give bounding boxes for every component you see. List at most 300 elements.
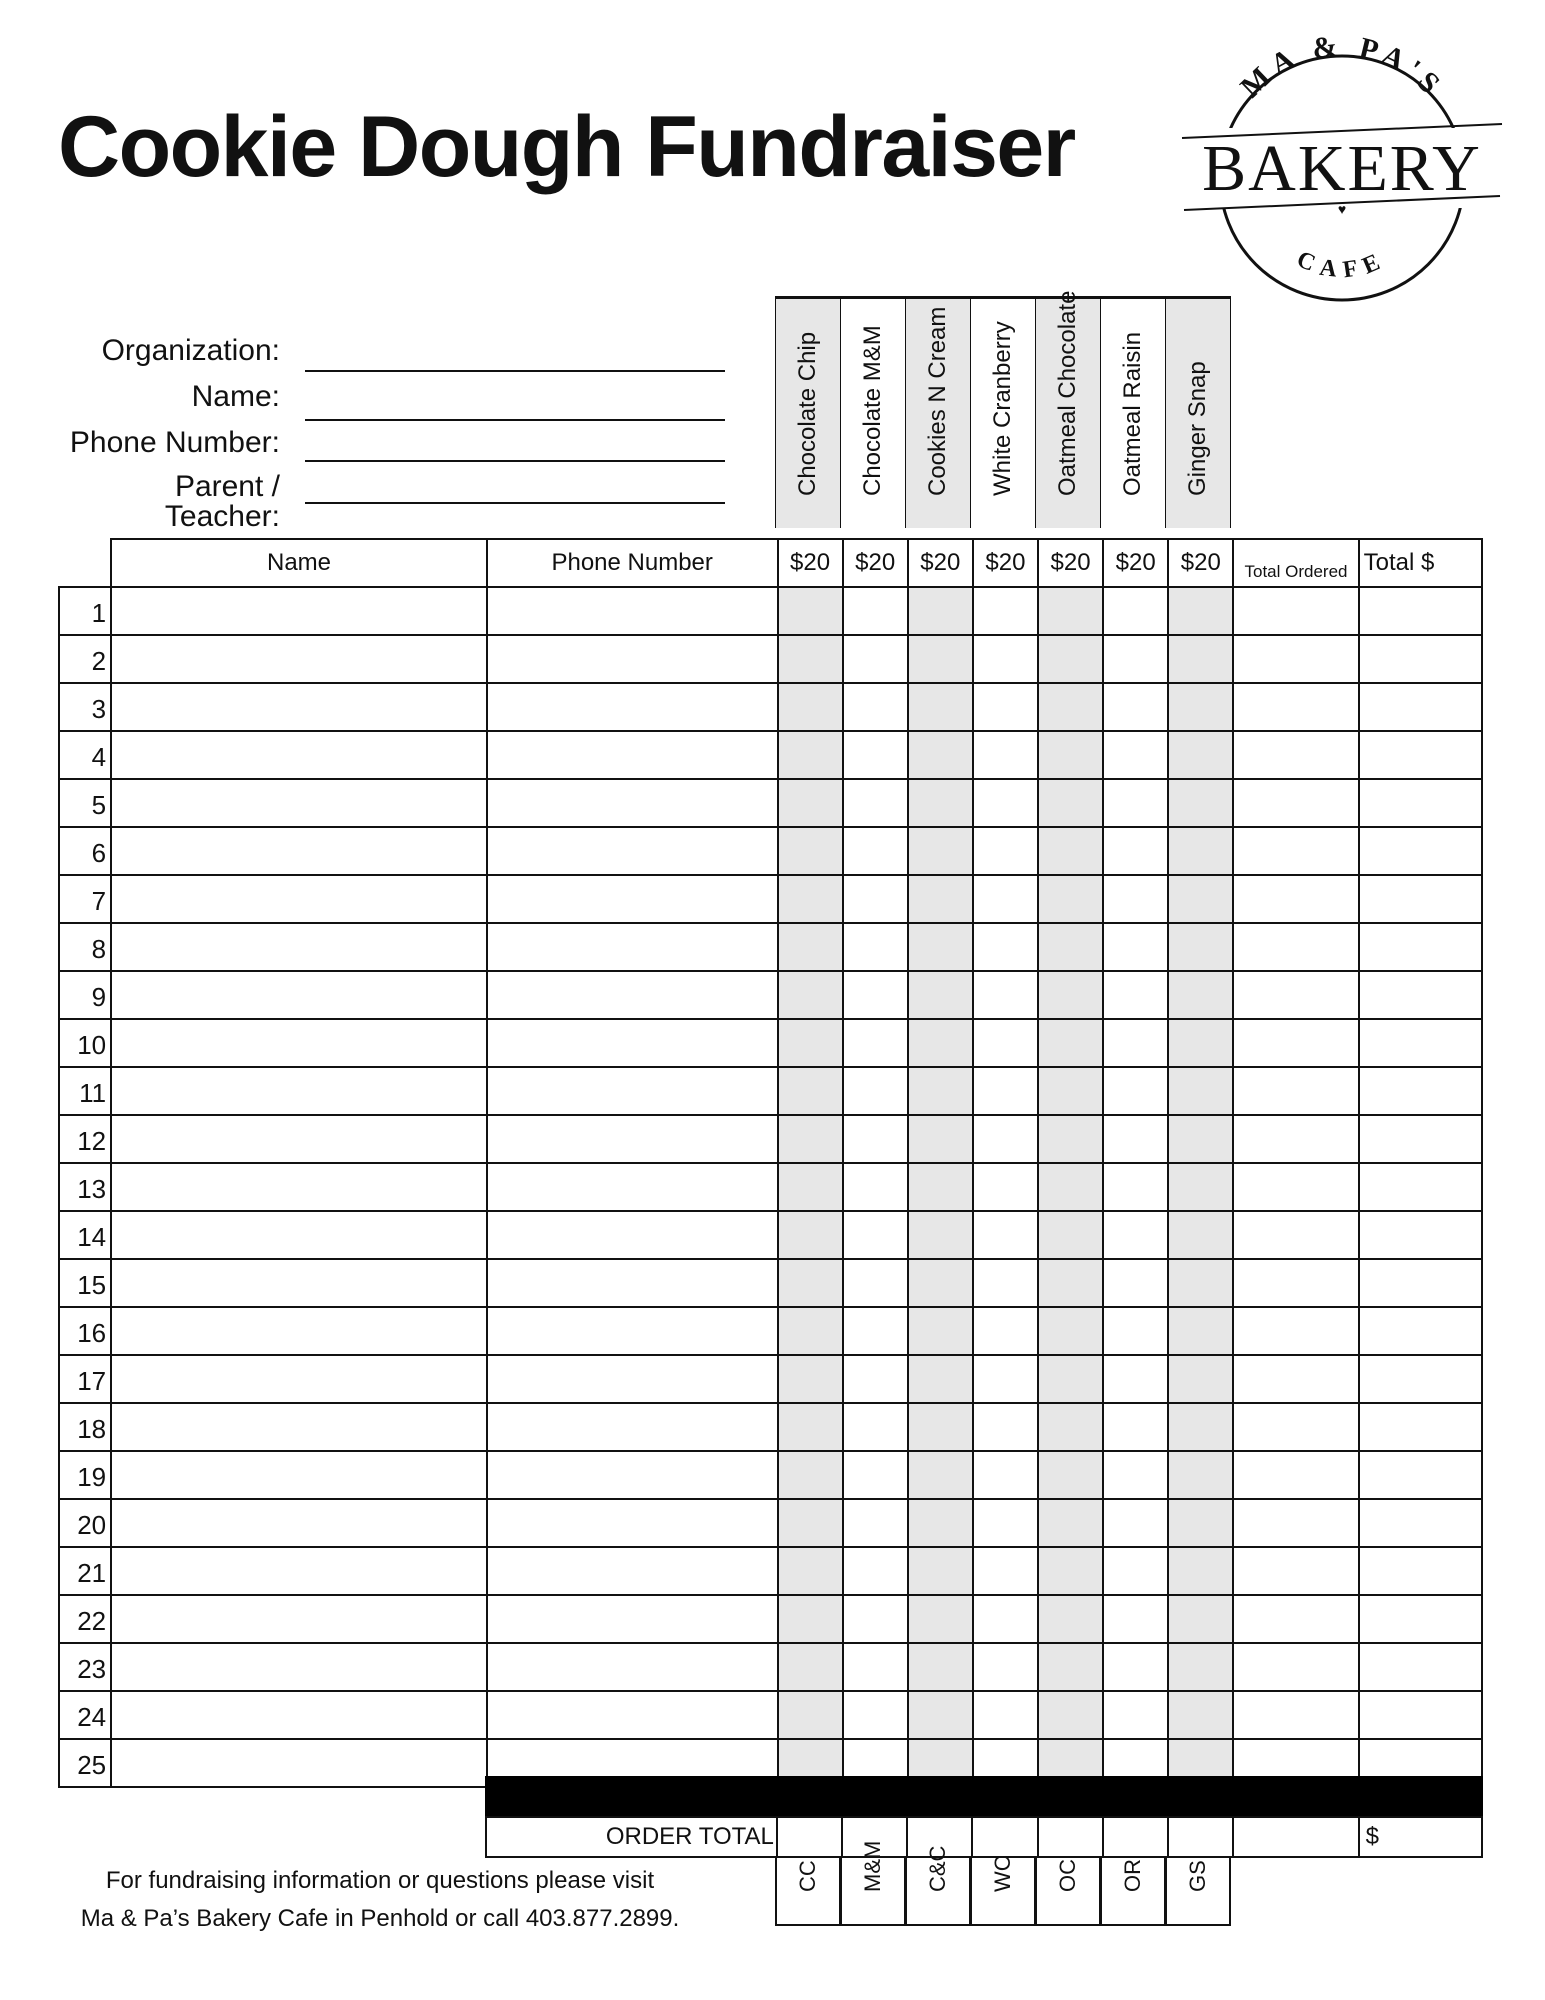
qty-wc-cell[interactable] bbox=[973, 1451, 1038, 1499]
qty-mm-cell[interactable] bbox=[843, 731, 908, 779]
qty-gs-cell[interactable] bbox=[1168, 1259, 1233, 1307]
qty-wc-cell[interactable] bbox=[973, 1115, 1038, 1163]
qty-cc-cell[interactable] bbox=[778, 587, 843, 635]
qty-gs-cell[interactable] bbox=[1168, 683, 1233, 731]
qty-oc-cell[interactable] bbox=[1038, 1547, 1103, 1595]
qty-wc-cell[interactable] bbox=[973, 1499, 1038, 1547]
qty-gs-cell[interactable] bbox=[1168, 1691, 1233, 1739]
black-divider-bar bbox=[485, 1776, 1483, 1816]
qty-or-cell[interactable] bbox=[1103, 1259, 1168, 1307]
total-dollars-cell[interactable] bbox=[1359, 1355, 1482, 1403]
order-total-wc[interactable] bbox=[972, 1817, 1037, 1857]
total-dollars-cell[interactable] bbox=[1359, 731, 1482, 779]
qty-mm-cell[interactable] bbox=[843, 1115, 908, 1163]
qty-gs-cell[interactable] bbox=[1168, 1019, 1233, 1067]
phone-cell[interactable] bbox=[487, 1451, 778, 1499]
row-number: 5 bbox=[59, 779, 111, 827]
row-number: 18 bbox=[59, 1403, 111, 1451]
qty-or-cell[interactable] bbox=[1103, 1067, 1168, 1115]
qty-cc-cell[interactable] bbox=[778, 1643, 843, 1691]
qty-oc-cell[interactable] bbox=[1038, 1643, 1103, 1691]
total-ordered-cell[interactable] bbox=[1233, 1019, 1358, 1067]
qty-cnc-cell[interactable] bbox=[908, 1307, 973, 1355]
qty-cnc-cell[interactable] bbox=[908, 1595, 973, 1643]
qty-oc-cell[interactable] bbox=[1038, 1067, 1103, 1115]
row-number: 8 bbox=[59, 923, 111, 971]
name-cell[interactable] bbox=[111, 1595, 487, 1643]
total-ordered-cell[interactable] bbox=[1233, 923, 1358, 971]
total-ordered-cell[interactable] bbox=[1233, 1355, 1358, 1403]
qty-cc-cell[interactable] bbox=[778, 1691, 843, 1739]
name-cell[interactable] bbox=[111, 1067, 487, 1115]
qty-wc-cell[interactable] bbox=[973, 1067, 1038, 1115]
qty-cc-cell[interactable] bbox=[778, 1595, 843, 1643]
total-ordered-cell[interactable] bbox=[1233, 827, 1358, 875]
qty-gs-cell[interactable] bbox=[1168, 1211, 1233, 1259]
total-dollars-cell[interactable] bbox=[1359, 587, 1482, 635]
qty-cnc-cell[interactable] bbox=[908, 1211, 973, 1259]
phone-cell[interactable] bbox=[487, 1163, 778, 1211]
qty-cnc-cell[interactable] bbox=[908, 1451, 973, 1499]
qty-cnc-cell[interactable] bbox=[908, 1067, 973, 1115]
qty-cnc-cell[interactable] bbox=[908, 1019, 973, 1067]
qty-oc-cell[interactable] bbox=[1038, 1403, 1103, 1451]
qty-wc-cell[interactable] bbox=[973, 923, 1038, 971]
footer-note bbox=[60, 1862, 700, 1938]
flavor-header-ginger-snap: Ginger Snap bbox=[1165, 296, 1231, 528]
name-cell[interactable] bbox=[111, 587, 487, 635]
qty-mm-cell[interactable] bbox=[843, 1211, 908, 1259]
qty-oc-cell[interactable] bbox=[1038, 1499, 1103, 1547]
qty-gs-cell[interactable] bbox=[1168, 1547, 1233, 1595]
qty-cc-cell[interactable] bbox=[778, 875, 843, 923]
qty-wc-cell[interactable] bbox=[973, 1355, 1038, 1403]
qty-oc-cell[interactable] bbox=[1038, 1307, 1103, 1355]
total-dollars-cell[interactable] bbox=[1359, 1163, 1482, 1211]
qty-cnc-cell[interactable] bbox=[908, 971, 973, 1019]
row-number: 11 bbox=[59, 1067, 111, 1115]
qty-oc-cell[interactable] bbox=[1038, 1019, 1103, 1067]
qty-cnc-cell[interactable] bbox=[908, 1163, 973, 1211]
qty-mm-cell[interactable] bbox=[843, 587, 908, 635]
total-ordered-cell[interactable] bbox=[1233, 731, 1358, 779]
qty-or-cell[interactable] bbox=[1103, 1403, 1168, 1451]
name-cell[interactable] bbox=[111, 683, 487, 731]
qty-mm-cell[interactable] bbox=[843, 779, 908, 827]
qty-gs-cell[interactable] bbox=[1168, 923, 1233, 971]
total-dollars-cell[interactable] bbox=[1359, 1067, 1482, 1115]
order-total-dollars[interactable]: $ bbox=[1359, 1817, 1482, 1857]
qty-cnc-cell[interactable] bbox=[908, 875, 973, 923]
phone-cell[interactable] bbox=[487, 1547, 778, 1595]
qty-oc-cell[interactable] bbox=[1038, 1163, 1103, 1211]
total-dollars-cell[interactable] bbox=[1359, 923, 1482, 971]
qty-or-cell[interactable] bbox=[1103, 1643, 1168, 1691]
name-cell[interactable] bbox=[111, 923, 487, 971]
phone-cell[interactable] bbox=[487, 827, 778, 875]
total-dollars-cell[interactable] bbox=[1359, 875, 1482, 923]
qty-oc-cell[interactable] bbox=[1038, 1211, 1103, 1259]
name-cell[interactable] bbox=[111, 1739, 487, 1787]
table-row bbox=[59, 1211, 1482, 1259]
row-number: 2 bbox=[59, 635, 111, 683]
phone-cell[interactable] bbox=[487, 731, 778, 779]
qty-cc-cell[interactable] bbox=[778, 1115, 843, 1163]
order-total-or[interactable] bbox=[1103, 1817, 1168, 1857]
qty-cnc-cell[interactable] bbox=[908, 1259, 973, 1307]
total-ordered-cell[interactable] bbox=[1233, 635, 1358, 683]
qty-wc-cell[interactable] bbox=[973, 1211, 1038, 1259]
qty-gs-cell[interactable] bbox=[1168, 1499, 1233, 1547]
phone-cell[interactable] bbox=[487, 1211, 778, 1259]
name-cell[interactable] bbox=[111, 1499, 487, 1547]
table-row bbox=[59, 1259, 1482, 1307]
total-ordered-cell[interactable] bbox=[1233, 1547, 1358, 1595]
qty-cnc-cell[interactable] bbox=[908, 1643, 973, 1691]
qty-cnc-cell[interactable] bbox=[908, 779, 973, 827]
qty-cc-cell[interactable] bbox=[778, 1019, 843, 1067]
qty-cnc-cell[interactable] bbox=[908, 1691, 973, 1739]
qty-cc-cell[interactable] bbox=[778, 1403, 843, 1451]
qty-oc-cell[interactable] bbox=[1038, 1115, 1103, 1163]
row-number: 15 bbox=[59, 1259, 111, 1307]
phone-cell[interactable] bbox=[487, 1595, 778, 1643]
qty-mm-cell[interactable] bbox=[843, 1019, 908, 1067]
qty-oc-cell[interactable] bbox=[1038, 1595, 1103, 1643]
name-cell[interactable] bbox=[111, 779, 487, 827]
qty-cc-cell[interactable] bbox=[778, 1499, 843, 1547]
phone-cell[interactable] bbox=[487, 971, 778, 1019]
total-ordered-cell[interactable] bbox=[1233, 1115, 1358, 1163]
order-total-row bbox=[486, 1817, 1482, 1857]
name-cell[interactable] bbox=[111, 635, 487, 683]
qty-mm-cell[interactable] bbox=[843, 635, 908, 683]
name-cell[interactable] bbox=[111, 1019, 487, 1067]
total-ordered-cell[interactable] bbox=[1233, 1499, 1358, 1547]
total-ordered-cell[interactable] bbox=[1233, 1067, 1358, 1115]
qty-cc-cell[interactable] bbox=[778, 1547, 843, 1595]
qty-mm-cell[interactable] bbox=[843, 827, 908, 875]
order-total-count[interactable] bbox=[1233, 1817, 1358, 1857]
name-field[interactable] bbox=[305, 419, 725, 421]
qty-gs-cell[interactable] bbox=[1168, 1643, 1233, 1691]
total-dollars-cell[interactable] bbox=[1359, 1547, 1482, 1595]
qty-mm-cell[interactable] bbox=[843, 1643, 908, 1691]
qty-cc-cell[interactable] bbox=[778, 683, 843, 731]
qty-oc-cell[interactable] bbox=[1038, 635, 1103, 683]
flavor-header-chocolate-mm: Chocolate M&M bbox=[840, 296, 906, 528]
qty-or-cell[interactable] bbox=[1103, 1163, 1168, 1211]
qty-oc-cell[interactable] bbox=[1038, 827, 1103, 875]
phone-cell[interactable] bbox=[487, 1259, 778, 1307]
total-ordered-cell[interactable] bbox=[1233, 1211, 1358, 1259]
qty-cnc-cell[interactable] bbox=[908, 587, 973, 635]
qty-oc-cell[interactable] bbox=[1038, 779, 1103, 827]
qty-oc-cell[interactable] bbox=[1038, 731, 1103, 779]
total-dollars-cell[interactable] bbox=[1359, 1019, 1482, 1067]
name-cell[interactable] bbox=[111, 1643, 487, 1691]
qty-mm-cell[interactable] bbox=[843, 1259, 908, 1307]
qty-wc-cell[interactable] bbox=[973, 971, 1038, 1019]
abbr-oc: OC bbox=[1035, 1856, 1101, 1926]
qty-mm-cell[interactable] bbox=[843, 1067, 908, 1115]
phone-cell[interactable] bbox=[487, 1643, 778, 1691]
qty-or-cell[interactable] bbox=[1103, 1691, 1168, 1739]
qty-wc-cell[interactable] bbox=[973, 1307, 1038, 1355]
order-total-oc[interactable] bbox=[1038, 1817, 1103, 1857]
qty-oc-cell[interactable] bbox=[1038, 1451, 1103, 1499]
total-ordered-cell[interactable] bbox=[1233, 1643, 1358, 1691]
name-cell[interactable] bbox=[111, 1355, 487, 1403]
qty-wc-cell[interactable] bbox=[973, 779, 1038, 827]
qty-cnc-cell[interactable] bbox=[908, 731, 973, 779]
name-cell[interactable] bbox=[111, 1691, 487, 1739]
qty-oc-cell[interactable] bbox=[1038, 875, 1103, 923]
qty-mm-cell[interactable] bbox=[843, 1163, 908, 1211]
qty-or-cell[interactable] bbox=[1103, 875, 1168, 923]
phone-cell[interactable] bbox=[487, 1307, 778, 1355]
qty-mm-cell[interactable] bbox=[843, 1547, 908, 1595]
total-dollars-cell[interactable] bbox=[1359, 1259, 1482, 1307]
total-dollars-cell[interactable] bbox=[1359, 1451, 1482, 1499]
total-ordered-cell[interactable] bbox=[1233, 683, 1358, 731]
qty-cc-cell[interactable] bbox=[778, 827, 843, 875]
qty-mm-cell[interactable] bbox=[843, 1403, 908, 1451]
total-ordered-cell[interactable] bbox=[1233, 1307, 1358, 1355]
qty-wc-cell[interactable] bbox=[973, 1019, 1038, 1067]
qty-gs-cell[interactable] bbox=[1168, 1163, 1233, 1211]
qty-wc-cell[interactable] bbox=[973, 1163, 1038, 1211]
qty-or-cell[interactable] bbox=[1103, 923, 1168, 971]
name-cell[interactable] bbox=[111, 1259, 487, 1307]
table-row bbox=[59, 1307, 1482, 1355]
qty-mm-cell[interactable] bbox=[843, 1595, 908, 1643]
phone-cell[interactable] bbox=[487, 1691, 778, 1739]
qty-wc-cell[interactable] bbox=[973, 635, 1038, 683]
qty-oc-cell[interactable] bbox=[1038, 1259, 1103, 1307]
phone-cell[interactable] bbox=[487, 1067, 778, 1115]
phone-cell[interactable] bbox=[487, 923, 778, 971]
organization-field[interactable] bbox=[305, 370, 725, 372]
qty-wc-cell[interactable] bbox=[973, 1691, 1038, 1739]
phone-cell[interactable] bbox=[487, 1355, 778, 1403]
qty-cc-cell[interactable] bbox=[778, 779, 843, 827]
qty-cc-cell[interactable] bbox=[778, 923, 843, 971]
qty-cnc-cell[interactable] bbox=[908, 635, 973, 683]
phone-cell[interactable] bbox=[487, 779, 778, 827]
qty-cnc-cell[interactable] bbox=[908, 1355, 973, 1403]
qty-cnc-cell[interactable] bbox=[908, 683, 973, 731]
name-cell[interactable] bbox=[111, 875, 487, 923]
qty-cc-cell[interactable] bbox=[778, 971, 843, 1019]
qty-wc-cell[interactable] bbox=[973, 587, 1038, 635]
row-number: 20 bbox=[59, 1499, 111, 1547]
total-dollars-cell[interactable] bbox=[1359, 1643, 1482, 1691]
qty-gs-cell[interactable] bbox=[1168, 779, 1233, 827]
phone-cell[interactable] bbox=[487, 683, 778, 731]
total-dollars-cell[interactable] bbox=[1359, 1403, 1482, 1451]
qty-cc-cell[interactable] bbox=[778, 1259, 843, 1307]
qty-wc-cell[interactable] bbox=[973, 1547, 1038, 1595]
qty-gs-cell[interactable] bbox=[1168, 827, 1233, 875]
total-dollars-cell[interactable] bbox=[1359, 827, 1482, 875]
qty-mm-cell[interactable] bbox=[843, 875, 908, 923]
qty-oc-cell[interactable] bbox=[1038, 971, 1103, 1019]
qty-cc-cell[interactable] bbox=[778, 1211, 843, 1259]
qty-gs-cell[interactable] bbox=[1168, 1403, 1233, 1451]
name-cell[interactable] bbox=[111, 1307, 487, 1355]
qty-wc-cell[interactable] bbox=[973, 1259, 1038, 1307]
total-dollars-cell[interactable] bbox=[1359, 635, 1482, 683]
total-ordered-cell[interactable] bbox=[1233, 971, 1358, 1019]
total-ordered-cell[interactable] bbox=[1233, 1595, 1358, 1643]
total-ordered-cell[interactable] bbox=[1233, 1691, 1358, 1739]
qty-or-cell[interactable] bbox=[1103, 971, 1168, 1019]
total-ordered-cell[interactable] bbox=[1233, 587, 1358, 635]
qty-cnc-cell[interactable] bbox=[908, 1403, 973, 1451]
name-cell[interactable] bbox=[111, 731, 487, 779]
qty-gs-cell[interactable] bbox=[1168, 1115, 1233, 1163]
qty-cc-cell[interactable] bbox=[778, 731, 843, 779]
phone-cell[interactable] bbox=[487, 875, 778, 923]
total-dollars-cell[interactable] bbox=[1359, 1499, 1482, 1547]
order-total-cc[interactable] bbox=[777, 1817, 842, 1857]
qty-or-cell[interactable] bbox=[1103, 1547, 1168, 1595]
qty-cc-cell[interactable] bbox=[778, 1451, 843, 1499]
total-ordered-cell[interactable] bbox=[1233, 875, 1358, 923]
qty-cnc-cell[interactable] bbox=[908, 1547, 973, 1595]
name-cell[interactable] bbox=[111, 971, 487, 1019]
qty-cc-cell[interactable] bbox=[778, 1355, 843, 1403]
order-total-gs[interactable] bbox=[1168, 1817, 1233, 1857]
qty-gs-cell[interactable] bbox=[1168, 1355, 1233, 1403]
qty-cc-cell[interactable] bbox=[778, 1067, 843, 1115]
qty-oc-cell[interactable] bbox=[1038, 683, 1103, 731]
qty-oc-cell[interactable] bbox=[1038, 1691, 1103, 1739]
qty-gs-cell[interactable] bbox=[1168, 1595, 1233, 1643]
table-row bbox=[59, 635, 1482, 683]
total-dollars-cell[interactable] bbox=[1359, 1307, 1482, 1355]
qty-wc-cell[interactable] bbox=[973, 1595, 1038, 1643]
phone-cell[interactable] bbox=[487, 1019, 778, 1067]
total-dollars-cell[interactable] bbox=[1359, 683, 1482, 731]
total-dollars-cell[interactable] bbox=[1359, 1115, 1482, 1163]
phone-field[interactable] bbox=[305, 460, 725, 462]
qty-mm-cell[interactable] bbox=[843, 923, 908, 971]
name-cell[interactable] bbox=[111, 1403, 487, 1451]
qty-gs-cell[interactable] bbox=[1168, 587, 1233, 635]
total-dollars-cell[interactable] bbox=[1359, 1595, 1482, 1643]
qty-or-cell[interactable] bbox=[1103, 1211, 1168, 1259]
qty-cc-cell[interactable] bbox=[778, 1163, 843, 1211]
qty-gs-cell[interactable] bbox=[1168, 875, 1233, 923]
qty-wc-cell[interactable] bbox=[973, 1643, 1038, 1691]
qty-mm-cell[interactable] bbox=[843, 1355, 908, 1403]
name-cell[interactable] bbox=[111, 1451, 487, 1499]
qty-gs-cell[interactable] bbox=[1168, 635, 1233, 683]
qty-oc-cell[interactable] bbox=[1038, 1355, 1103, 1403]
qty-or-cell[interactable] bbox=[1103, 1451, 1168, 1499]
qty-or-cell[interactable] bbox=[1103, 1499, 1168, 1547]
qty-wc-cell[interactable] bbox=[973, 683, 1038, 731]
qty-or-cell[interactable] bbox=[1103, 635, 1168, 683]
parent-teacher-field[interactable] bbox=[305, 502, 725, 504]
total-ordered-cell[interactable] bbox=[1233, 1451, 1358, 1499]
qty-gs-cell[interactable] bbox=[1168, 1451, 1233, 1499]
row-number: 10 bbox=[59, 1019, 111, 1067]
qty-or-cell[interactable] bbox=[1103, 587, 1168, 635]
row-number: 1 bbox=[59, 587, 111, 635]
qty-wc-cell[interactable] bbox=[973, 875, 1038, 923]
qty-or-cell[interactable] bbox=[1103, 779, 1168, 827]
name-cell[interactable] bbox=[111, 1211, 487, 1259]
qty-mm-cell[interactable] bbox=[843, 1691, 908, 1739]
qty-gs-cell[interactable] bbox=[1168, 731, 1233, 779]
qty-or-cell[interactable] bbox=[1103, 1595, 1168, 1643]
qty-or-cell[interactable] bbox=[1103, 827, 1168, 875]
qty-oc-cell[interactable] bbox=[1038, 587, 1103, 635]
qty-gs-cell[interactable] bbox=[1168, 971, 1233, 1019]
svg-text:CAFE: CAFE bbox=[1292, 246, 1392, 284]
name-cell[interactable] bbox=[111, 1163, 487, 1211]
total-ordered-cell[interactable] bbox=[1233, 1163, 1358, 1211]
qty-mm-cell[interactable] bbox=[843, 1499, 908, 1547]
qty-gs-cell[interactable] bbox=[1168, 1067, 1233, 1115]
qty-or-cell[interactable] bbox=[1103, 1019, 1168, 1067]
qty-cc-cell[interactable] bbox=[778, 1307, 843, 1355]
qty-or-cell[interactable] bbox=[1103, 1307, 1168, 1355]
table-row bbox=[59, 1643, 1482, 1691]
row-number: 17 bbox=[59, 1355, 111, 1403]
qty-oc-cell[interactable] bbox=[1038, 923, 1103, 971]
qty-cnc-cell[interactable] bbox=[908, 1115, 973, 1163]
phone-cell[interactable] bbox=[487, 1403, 778, 1451]
total-ordered-cell[interactable] bbox=[1233, 779, 1358, 827]
qty-or-cell[interactable] bbox=[1103, 683, 1168, 731]
total-ordered-cell[interactable] bbox=[1233, 1259, 1358, 1307]
total-ordered-cell[interactable] bbox=[1233, 1403, 1358, 1451]
total-dollars-cell[interactable] bbox=[1359, 779, 1482, 827]
qty-mm-cell[interactable] bbox=[843, 1307, 908, 1355]
qty-mm-cell[interactable] bbox=[843, 1451, 908, 1499]
qty-cnc-cell[interactable] bbox=[908, 1499, 973, 1547]
total-dollars-cell[interactable] bbox=[1359, 1691, 1482, 1739]
qty-wc-cell[interactable] bbox=[973, 1403, 1038, 1451]
qty-or-cell[interactable] bbox=[1103, 1115, 1168, 1163]
order-total-label: ORDER TOTAL bbox=[486, 1817, 777, 1857]
qty-or-cell[interactable] bbox=[1103, 731, 1168, 779]
phone-cell[interactable] bbox=[487, 587, 778, 635]
qty-cnc-cell[interactable] bbox=[908, 827, 973, 875]
qty-wc-cell[interactable] bbox=[973, 731, 1038, 779]
name-column-header: Name bbox=[111, 539, 487, 587]
qty-mm-cell[interactable] bbox=[843, 971, 908, 1019]
qty-gs-cell[interactable] bbox=[1168, 1307, 1233, 1355]
phone-cell[interactable] bbox=[487, 1115, 778, 1163]
qty-wc-cell[interactable] bbox=[973, 827, 1038, 875]
name-cell[interactable] bbox=[111, 827, 487, 875]
qty-mm-cell[interactable] bbox=[843, 683, 908, 731]
phone-cell[interactable] bbox=[487, 1499, 778, 1547]
qty-cnc-cell[interactable] bbox=[908, 923, 973, 971]
name-cell[interactable] bbox=[111, 1547, 487, 1595]
name-cell[interactable] bbox=[111, 1115, 487, 1163]
phone-cell[interactable] bbox=[487, 635, 778, 683]
total-dollars-cell[interactable] bbox=[1359, 1211, 1482, 1259]
qty-cc-cell[interactable] bbox=[778, 635, 843, 683]
qty-or-cell[interactable] bbox=[1103, 1355, 1168, 1403]
total-dollars-cell[interactable] bbox=[1359, 971, 1482, 1019]
